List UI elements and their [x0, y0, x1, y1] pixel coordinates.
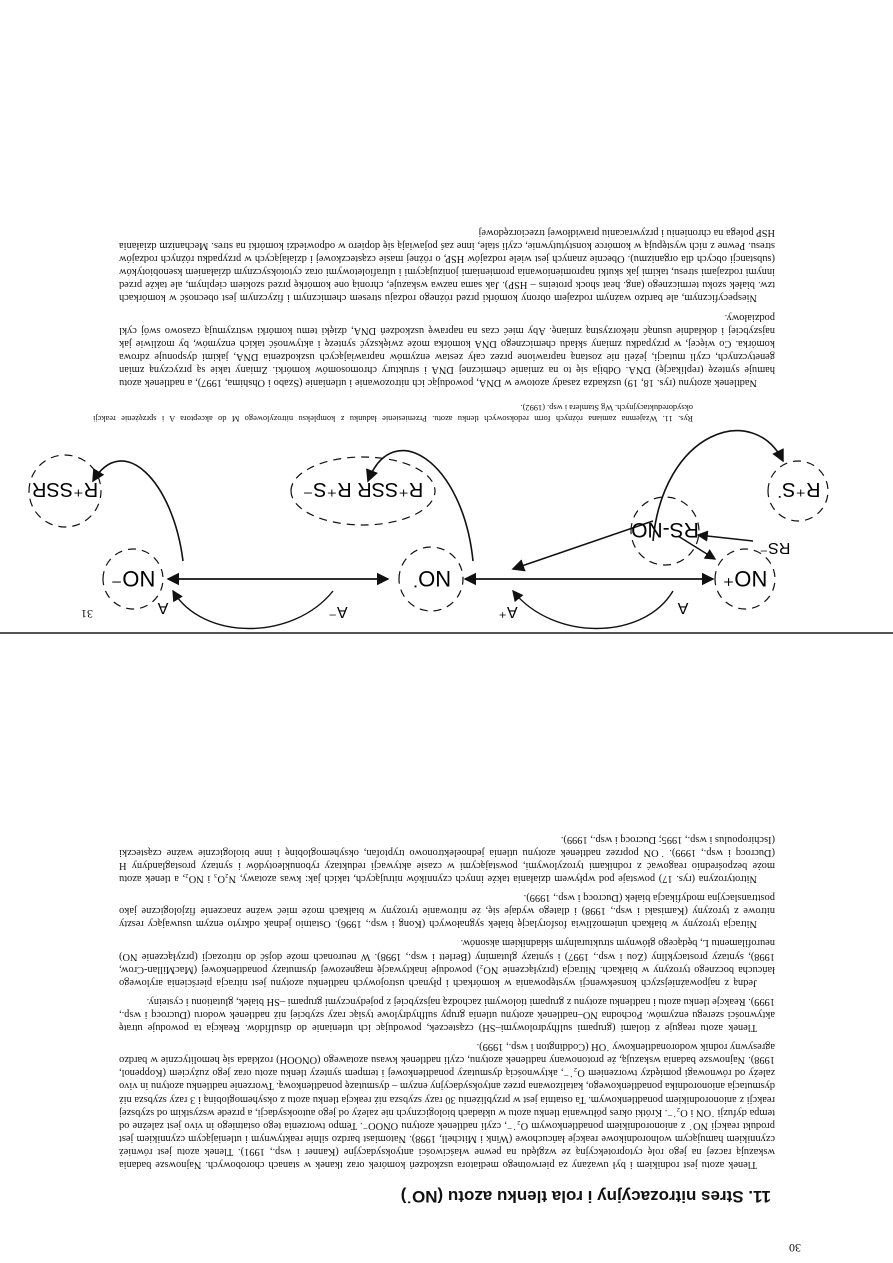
label-a-right: A [157, 599, 169, 616]
page-30 [0, 632, 893, 1263]
label-no-plus: NO⁺ [722, 566, 768, 591]
arc-norad-to-rtssr [368, 451, 473, 561]
paragraph: Jedną z najpoważniejszych konsekwencji występowania w komórkach i płynach ustrojowych nadtlenku azotynu jest nitracja pierścienia arylowego łańcucha bocznego tyrozyny w białkach. Nitracja (przyłączenie NO₂) powoduje inaktywację magnezowej dysmutazy ponadtlenkowej (MacMillan-Crow, 1998), syntazy prostacykliny (Zou i wsp., 1997) i syntazy glutaminy (Berlett i wsp., 1998). W neuronach może dojść do nitrozacji (przyłączenie NO) neurofilamentu L, będącego głównym strukturalnym składnikiem aksonów. [119, 937, 775, 988]
label-a-plus: A⁺ [498, 603, 518, 620]
body-text-page-30 [119, 827, 775, 1171]
figure-caption: Rys. 11. Wzajemna zamiana różnych form redoksowych tlenku azotu. Przeniesienie ładunku z kompleksu nitrozylowego M do akceptora A i sprzężenie reakcji oksydoreduktacyjnych. Wg Stamlera i wsp. (1992). [93, 403, 693, 423]
label-no-minus: NO⁻ [110, 566, 156, 591]
page-number: 31 [81, 607, 93, 621]
page-gutter-divider [0, 632, 893, 634]
arc-nominus-to-rtssr [93, 461, 183, 561]
chapter-title: 11. Stres nitrozacyjny i rola tlenku azotu (NO˙) [400, 1187, 771, 1206]
paragraph: Nitracja tyrozyny w białkach uniemożliwia fosforylację białek sygnałowych (Kong i wsp., 1996). Ostatnio jednak odkryto enzym usuwający reszty nitrowe z tyrozyny (Kamisaki i wsp., 1998) i dlatego wydaje się, że nitrowanie tyrozyny w białkach może mieć ważne znaczenie fizjologiczne jako posttranslacyjna modyfikacja białek (Ducrocq i wsp., 1999). [119, 892, 775, 930]
label-rtssr: R⁺SSR [31, 478, 99, 500]
label-no-radical: NO˙ [410, 566, 452, 591]
label-a-minus: A⁻ [328, 603, 348, 620]
arc-aminus-to-a [173, 591, 333, 629]
paragraph: Tlenek azotu reaguje z tiolami (grupami sulfhydrolowymi–SH) cząsteczek, powodując ich utlenianie do disulfidów. Reakcja ta powoduje utratę aktywności szeregu enzymów. Pochodna NO–nadtlenek azotynu utlenia grupy sulfhydrylowe tysiąc razy szybciej niż nadtlenek wodoru (Ducrocq i wsp., 1999). Reakcje tlenku azotu i nadtlenku azotynu z grupami tiolowymi zachodzą najszybciej z pojedynczymi grupami –SH białek, glutationu i cysteiny. [119, 995, 775, 1034]
arrow-rsminus-to-rsno [698, 535, 753, 541]
paragraph: Nitrotyrozyna (rys. 17) powstaje pod wpływem działania także innych czynników nitrujących, takich jak: kwas azotawy, N₂O₃ i NO₂, a tlenek azotu może bezpośrednio reagować z rodnikami tyrozylowymi, powstającymi w czasie aktywacji reduktazy rybonukleotydów i syntazy prostaglandyny H (Ducrocq i wsp., 1999). ˙ON poprzez nadtlenek azotynu utlenia jednoelektronowo tryptofan, oksyhemoglobinę i inne biologicznie ważne cząsteczki (Ischiropoulus i wsp., 1995; Ducrocq i wsp., 1999). [119, 833, 775, 885]
page-number: 30 [789, 1241, 801, 1255]
page-31 [0, 0, 893, 631]
paragraph: Niespecyficznym, ale bardzo ważnym rodzajem obrony komórki przed różnego rodzaju stresem chemicznym i fizycznym jest obecność w komórkach tzw. białek szoku termicznego (ang. heat shock proteins – HSP). Jak sama nazwa wskazuje, chronią one komórkę przed szokiem cieplnym, ale także przed innymi rodzajami stresu, takimi jak skutki napromieniowania promieniami jonizującymi i ultrafioletowymi oraz cytotoksycznym działaniem ksenobiotyków (substancji obcych dla organizmu). Obecnie znanych jest wiele rodzajów HSP, o różnej masie cząsteczkowej i działających w przypadku różnych rodzajów stresu. Pewne z nich występują w komórce konstytutywnie, czyli stale, inne zaś pojawiają się dopiero w odpowiedzi komórki na stres. Mechanizm działania HSP polega na chronieniu i przywracaniu prawidłowej trzeciorzędowej [119, 226, 775, 304]
label-rs-minus: RS⁻ [759, 539, 791, 556]
label-a-left: A [677, 599, 689, 616]
paragraph: Tlenek azotu jest rodnikiem i był uważany za pierwotnego mediatora uszkodzeń komórek oraz tkanek w stanach chorobowych. Najnowsze badania wskazują raczej na jego rolę cytoprotekcyjną ze względu na pewne właściwości antyoksydacyjne (Kanner i wsp., 1991). Tlenek azotu jest również czynnikiem hamującym wolnorodnikowe reakcje łańcuchowe (Wink i Mitchell, 1998). Natomiast bardzo silnie reaktywnym i utleniającym czynnikiem jest produkt reakcji NO˙ z anionorodnikiem ponadtlenkowym O₂˙⁻, czyli nadtlenek azotynu ONOO⁻. Tempo tworzenia tego ostatniego in vivo jest zależne od tempa dyfuzji ˙ON i O₂˙⁻. Krótki okres półtrwania tlenku azotu w układach biologicznych nie zależy od jego autooksydacji, a przede wszystkim od szybszej reakcji z anionorodnikiem ponadtlenkowym. Ta ostatnia jest w przybliżeniu 30 razy szybsza niż reakcja tlenku azotu z oksyhemoglobiną i 3 razy szybsza niż dysmutacja anionorodnika ponadtlenkowego, katalizowana przez antyoksydacyjny enzym – dysmutazę ponadtlenkową. Tworzenie nadtlenku azotynu in vivo zależy od równowagi pomiędzy tworzeniem O₂˙⁻, aktywnością dysmutazy ponadtlenkowej i tempem syntezy tlenku azotu oraz jego zużyciem (Koppenol, 1998). Najnowsze badania wskazują, że protonowany nadtlenek azotynu, czyli nadtlenek kwasu azotawego (ONOOH) rozkłada się hemolitycznie w bardzo agresywny rodnik wodoronadtlenkowy ˙OH (Coddington i wsp., 1999). [119, 1041, 775, 1170]
paragraph: Nadtlenek azotynu (rys. 18, 19) uszkadza zasady azotowe w DNA, powodując ich nitrozowanie i utlenianie (Szabo i Ohshima, 1997), a nadtlenek azotu hamuje syntezę (replikację) DNA. Odbija się to na zmianie chemicznej DNA i struktury chromosomów komórki. Zmiany takie są przyczyną zmian genetycznych, czyli mutacji, jeżeli nie zostaną naprawione przez cały zestaw enzymów naprawiających uszkodzenia DNA, jakimi dysponuje zdrowa komórka. Co więcej, w przypadku zmiany składu chemicznego DNA komórka może zwiększyć syntezę i aktywność takich enzymów, by możliwie jak najszybciej i dokładnie usunąć niekorzystną zmianę. Aby mieć czas na naprawę uszkodzeń DNA, dzięki temu komórki wstrzymują czasowo swój cykl podziałowy. [119, 311, 775, 388]
body-text-page-31 [119, 220, 775, 389]
label-rts: R⁺S˙ [775, 478, 821, 500]
arc-a-to-aplus [513, 591, 673, 629]
label-rs-no: RS-NO [631, 518, 699, 541]
label-rtssr-rts: R⁺SSR R⁺S⁻ [302, 478, 424, 500]
